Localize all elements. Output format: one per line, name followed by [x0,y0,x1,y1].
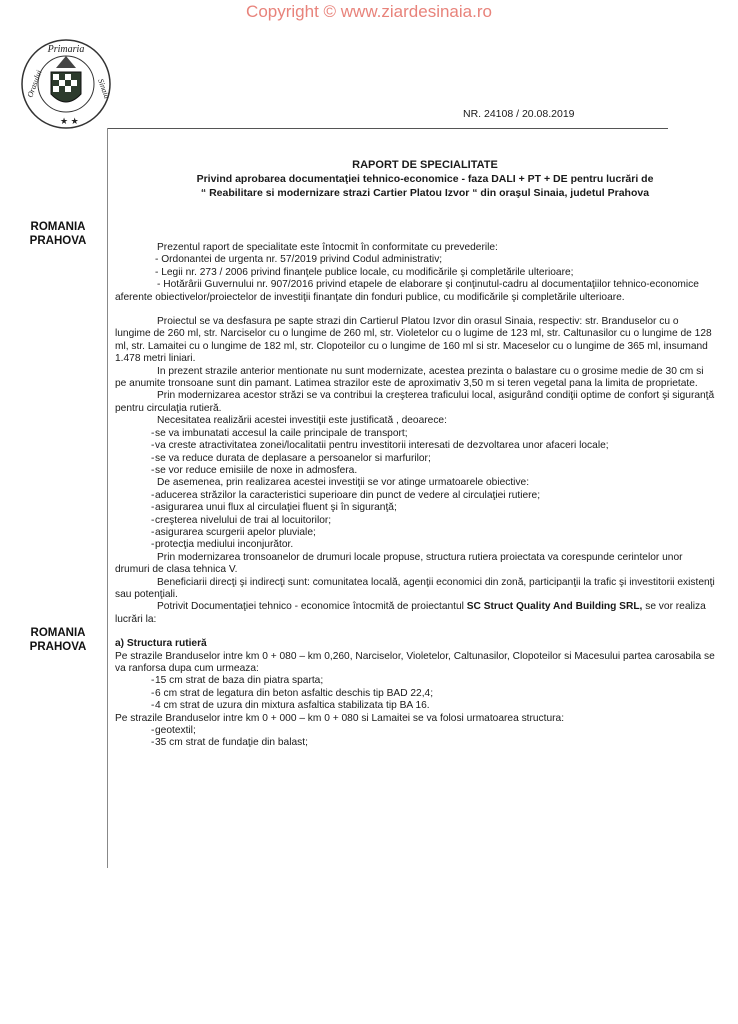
paragraph: Beneficiarii direcţi şi indirecţi sunt: comunitatea locală, agenţii economici din zonă, participanţii la trafic şi investitorii existenţi sau potenţiali. [115,576,715,600]
svg-text:★ ★: ★ ★ [60,116,79,126]
side-county: PRAHOVA [29,235,87,247]
margin-rule [107,128,108,868]
title-line-3: “ Reabilitare si modernizare strazi Cartier Platou Izvor “ din oraşul Sinaia, judetul Prahova [200,187,650,199]
intro-paragraph: Prezentul raport de specialitate este întocmit în conformitate cu prevederile: [157,242,498,253]
list-item-text: asigurarea scurgerii apelor pluviale; [155,526,316,538]
list-item: - se va reduce durata de deplasare a persoanelor si marfurilor; [151,452,431,464]
list-item-text: 35 cm strat de fundaţie din balast; [155,737,308,749]
paragraph: Necesitatea realizării acestei investiţii este justificată , deoarece: [157,415,447,427]
paragraph: De asemenea, prin realizarea acestei investiţii se vor atinge urmatoarele obiective: [157,477,530,489]
paragraph: Prin modernizarea acestor străzi se va contribui la creşterea traficului local, asigurând condiţii optime de confort şi siguranţă pentru circulaţia rutieră. [115,390,715,414]
copyright-watermark: Copyright © www.ziardesinaia.ro [246,2,492,21]
title-line-2: Privind aprobarea documentaţiei tehnico-economice - faza DALI + PT + DE pentru lucrări de [196,173,654,185]
svg-text:Primaria: Primaria [47,44,85,55]
side-country: ROMANIA [30,221,86,233]
list-item: - se vor reduce emisiile de noxe in admosfera. [151,464,358,476]
paragraph-text: se vor realiza lucrări la: [115,601,706,625]
list-item-text: se va imbunatati accesul la caile principale de transport; [155,427,408,439]
list-item-text: 15 cm strat de baza din piatra sparta; [155,675,324,687]
list-item-text: creşterea nivelului de trai al locuitorilor; [155,514,332,526]
paragraph [115,601,715,626]
side-country: ROMANIA [30,627,86,639]
header-rule [108,128,668,129]
paragraph: Prin modernizarea tronsoanelor de drumuri locale propuse, structura rutiera proiectata va corespunde cerintelor unor drumuri de clasa tehnica V. [115,551,683,576]
list-item: - se va imbunatati accesul la caile principale de transport; [151,427,408,439]
report-title [140,158,710,200]
list-item-text: protecţia mediului inconjurător. [155,539,294,551]
list-item-text: aducerea străzilor la caracteristici superioare din punct de vedere al circulaţiei rutiere; [155,489,541,501]
contractor-name: SC Struct Quality And Building SRL, [466,601,643,613]
list-item-text: va creste atractivitatea zonei/localitatii pentru investitorii interesati de dezvoltarea unor afaceri locale; [155,440,609,452]
legal-ref: - Legii nr. 273 / 2006 privind finanţele publice locale, cu modificările şi completările ulterioare; [155,266,574,278]
list-item-text: asigurarea unui flux al circulaţiei fluent şi în siguranţă; [155,502,397,514]
svg-text:Sinaia: Sinaia [96,77,112,100]
list-item-text: se va reduce durata de deplasare a persoanelor si marfurilor; [155,452,431,464]
list-item: - asigurarea scurgerii apelor pluviale; [151,526,316,538]
list-item: - aducerea străzilor la caracteristici superioare din punct de vedere al circulaţiei rutiere; [151,489,541,501]
list-item: - geotextil; [151,725,196,737]
svg-text:Orasului: Orasului [25,68,44,99]
list-item: - 4 cm strat de uzura din mixtura asfaltica stabilizata tip BA 16. [151,700,430,712]
side-county: PRAHOVA [29,641,87,653]
section-heading: a) Structura rutieră [115,638,207,650]
list-item-text: geotextil; [155,725,196,737]
list-item: - 15 cm strat de baza din piatra sparta; [151,675,324,687]
list-item: - asigurarea unui flux al circulaţiei fluent şi în siguranţă; [151,502,397,514]
registration-number: NR. 24108 / 20.08.2019 [463,108,575,120]
title-line-1: RAPORT DE SPECIALITATE [352,159,498,171]
side-label-top [18,220,98,248]
paragraph: Pe strazile Branduselor intre km 0 + 080 – km 0,260, Narciselor, Violetelor, Caltunasilor, Clopoteilor si Macesului partea carosabila se va ranforsa dupa cum urmeaza: [115,650,715,674]
paragraph-text: Potrivit Documentaţiei tehnico - economice întocmită de proiectantul [157,601,467,613]
list-item-text: 6 cm strat de legatura din beton asfaltic deschis tip BAD 22,4; [155,687,434,699]
municipality-seal [20,38,112,130]
list-item: - creşterea nivelului de trai al locuitorilor; [151,514,332,526]
list-item-text: 4 cm strat de uzura din mixtura asfaltica stabilizata tip BA 16. [155,700,430,712]
legal-ref: - Hotărârii Guvernului nr. 907/2016 privind etapele de elaborare şi conţinutul-cadru al documentaţiilor tehnico-economice aferente obiectivelor/proiectelor de investiţii finanţate din fonduri publice, cu modificările şi completările ulterioare. [115,279,699,303]
paragraph: Proiectul se va desfasura pe sapte strazi din Cartierul Platou Izvor din orasul Sinaia, respectiv: str. Branduselor cu o lungime de 260 ml, str. Narciselor cu o lungime de 260 ml, str. Violetelor cu o lugime de 123 ml, str. Caltunasilor cu o lungime de 128 ml, str. Lamaitei cu o lungime de 182 ml, str. Clopoteilor cu o lungime de 160 ml si str. Maceselor cu o lungime de 365 ml, insumand 1.478 metri liniari. [115,316,712,365]
list-item: - protecţia mediului inconjurător. [151,539,294,551]
paragraph: In prezent strazile anterior mentionate nu sunt modernizate, acestea prezinta o balastare cu o grosime medie de 30 cm si pe anumite tronsoane sunt din pamant. Latimea strazilor este de aproximativ 3,50 m si teren vegetal pana la limita de proprietate. [115,365,704,390]
legal-ref: - Ordonantei de urgenta nr. 57/2019 privind Codul administrativ; [155,254,443,266]
report-body [115,242,715,750]
list-item-text: se vor reduce emisiile de noxe in admosfera. [155,464,358,476]
list-item: - 35 cm strat de fundaţie din balast; [151,737,308,749]
side-label-bottom [18,626,98,654]
list-item: - va creste atractivitatea zonei/localitatii pentru investitorii interesati de dezvoltarea unor afaceri locale; [151,440,609,452]
list-item: - 6 cm strat de legatura din beton asfaltic deschis tip BAD 22,4; [151,687,434,699]
paragraph: Pe strazile Branduselor intre km 0 + 000 – km 0 + 080 si Lamaitei se va folosi urmatoarea structura: [115,712,565,724]
